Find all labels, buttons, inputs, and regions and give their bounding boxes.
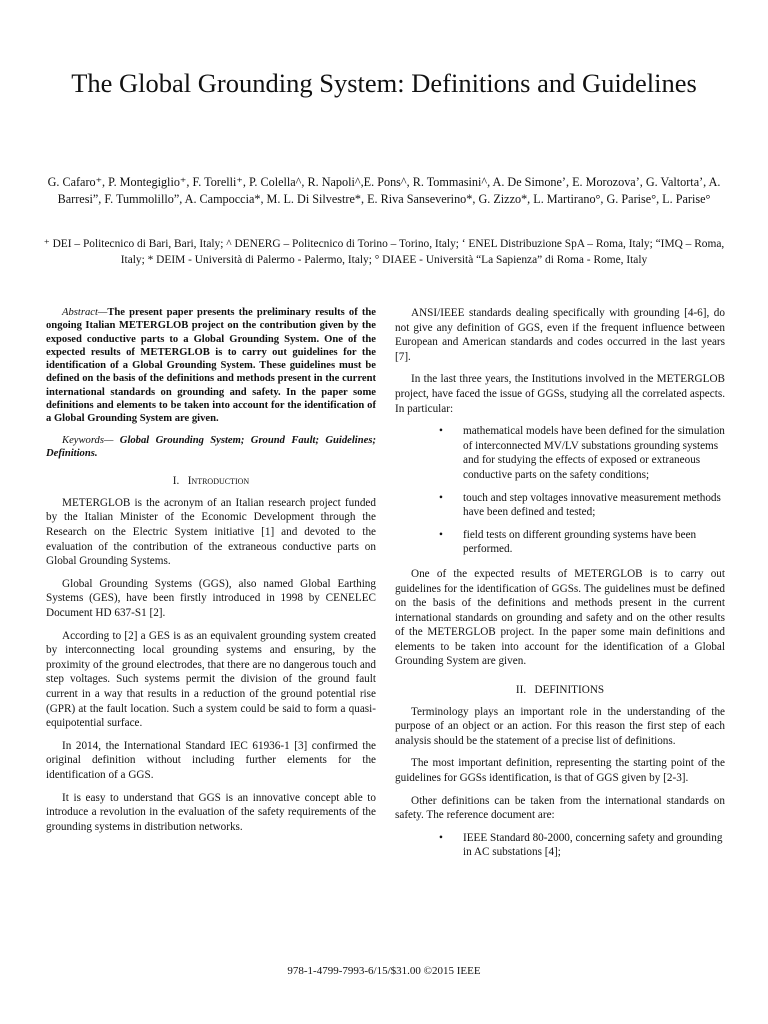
section-title: DEFINITIONS	[534, 684, 605, 697]
list-item	[395, 491, 725, 520]
list-item-text: touch and step voltages innovative measurement methods have been defined and tested;	[463, 491, 721, 519]
abstract	[46, 306, 376, 426]
bullet-list	[395, 831, 725, 860]
list-item-text: IEEE Standard 80-2000, concerning safety and grounding in AC substations [4];	[463, 831, 723, 859]
section-heading-introduction	[46, 474, 376, 489]
section-heading-definitions	[395, 683, 725, 698]
paragraph: One of the expected results of METERGLOB is to carry out guidelines for the identification of GGSs. The guidelines must be defined on the basis of the definitions and methods present in the current international standards on grounding and safety and on the other results of the METERGLOB project. In the paper some main definitions and elements to be taken into account for the identification of a Global Grounding System are given.	[395, 567, 725, 668]
bullet-icon: •	[439, 528, 443, 541]
left-column	[46, 306, 376, 842]
section-number: II.	[515, 684, 527, 697]
abstract-lead: Abstract—	[62, 307, 108, 318]
affiliations: ⁺ DEI – Politecnico di Bari, Bari, Italy; ^ DENERG – Politecnico di Torino – Torino, Italy; ‘ ENEL Distribuzione SpA – Roma, Italy; “IMQ – Roma, Italy; * DEIM - Università di Palermo - Palermo, Italy; ° DIAEE - Università “La Sapienza” di Roma - Rome, Italy	[43, 238, 725, 266]
section-title: Introduction	[187, 475, 250, 488]
keywords	[46, 434, 376, 461]
paragraph: Other definitions can be taken from the international standards on safety. The reference document are:	[395, 794, 725, 822]
paper-title: The Global Grounding System: Definitions and Guidelines	[71, 68, 697, 98]
paragraph: The most important definition, representing the starting point of the guidelines for GGSs identification, is that of GGS given by [2-3].	[395, 757, 725, 785]
bullet-icon: •	[439, 425, 443, 438]
abstract-text: The present paper presents the preliminary results of the ongoing Italian METERGLOB project on the contribution given by the exposed conductive parts to a Global Grounding System. One of the expected results of METERGLOB is to carry out guidelines for the identification of a Global Grounding System. These guidelines must be defined on the basis of the definitions and methods present in the current international standards on grounding and safety. In the paper some definitions and elements to be taken into account for the identification of a Global Grounding System are given.	[46, 307, 376, 425]
paragraph: Global Grounding Systems (GGS), also named Global Earthing Systems (GES), have been firstly introduced in 1998 by CENELEC Document HD 637-S1 [2].	[46, 577, 376, 620]
paragraph: ANSI/IEEE standards dealing specifically with grounding [4-6], do not give any definition of GGS, even if the frequent influence between European and American standards and codes occurred in the last years [7].	[395, 307, 725, 363]
bullet-list	[395, 424, 725, 557]
keywords-text: Global Grounding System; Ground Fault; Guidelines; Definitions.	[46, 434, 376, 459]
list-item-text: field tests on different grounding systems have been performed.	[463, 528, 697, 556]
list-item	[395, 831, 725, 860]
paragraph: In 2014, the International Standard IEC 61936-1 [3] confirmed the original definition without including further elements for the identification of a GGS.	[46, 739, 376, 781]
paragraph: Terminology plays an important role in the understanding of the purpose of an object or an action. For this reason the first step of each analysis should be the statement of a precise list of definitions.	[395, 705, 725, 747]
list-item	[395, 528, 725, 557]
bullet-icon: •	[439, 831, 443, 844]
keywords-lead: Keywords—	[62, 434, 114, 446]
paragraph: METERGLOB is the acronym of an Italian research project funded by the Italian Minister of the Economic Development through the Research on the Electric System initiative [1] and devoted to the evaluation of the contribution of the extraneous conductive parts on Global Grounding Systems.	[46, 496, 376, 568]
list-item-text: mathematical models have been defined for the simulation of interconnected MV/LV substations grounding systems and for studying the effects of exposed or extraneous conductive parts on the safety conditions;	[463, 425, 725, 481]
list-item	[395, 424, 725, 482]
copyright-footer: 978-1-4799-7993-6/15/$31.00 ©2015 IEEE	[287, 965, 481, 977]
paragraph: In the last three years, the Institutions involved in the METERGLOB project, have faced the issue of GGSs, studying all the correlated aspects. In particular:	[395, 373, 725, 415]
bullet-icon: •	[439, 491, 443, 504]
author-list: G. Cafaro⁺, P. Montegiglio⁺, F. Torelli⁺, P. Colella^, R. Napoli^,E. Pons^, R. Tommasini^, A. De Simone’, E. Morozova’, G. Valtorta’, A. Barresi”, F. Tummolillo”, A. Campoccia*, M. L. Di Silvestre*, E. Riva Sanseverino*, G. Zizzo*, L. Martirano°, G. Parise°, L. Parise°	[47, 175, 721, 206]
paragraph: It is easy to understand that GGS is an innovative concept able to introduce a revolution in the evaluation of the safety requirements of the grounding systems in distribution networks.	[46, 791, 376, 833]
paragraph: According to [2] a GES is as an equivalent grounding system created by interconnecting local grounding systems and ensuring, by the proximity of the ground electrodes, that there are no dangerous touch and step voltages. Such systems permit the division of the ground fault current in a way that results in a reduction of the ground potential rise (GPR) at the fault location. Such a system could be said to form a quasi-equipotential surface.	[46, 629, 376, 730]
section-number: I.	[172, 475, 180, 488]
right-column	[395, 306, 725, 870]
